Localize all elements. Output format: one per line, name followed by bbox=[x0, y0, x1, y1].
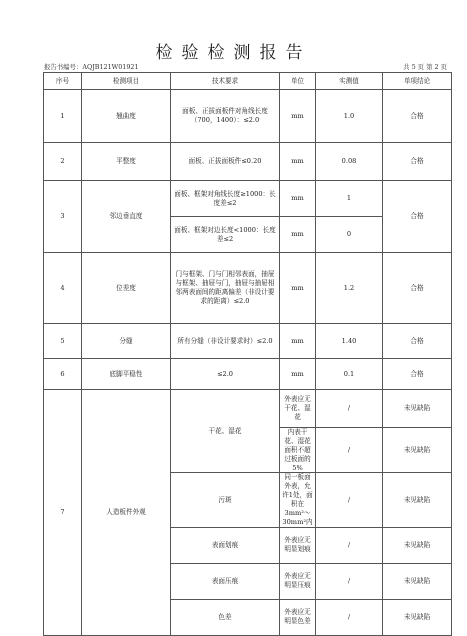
inspection-table bbox=[43, 72, 452, 636]
row-value: 未见缺陷 bbox=[383, 428, 452, 473]
sub-item-name: 干花、湿花 bbox=[171, 390, 280, 473]
row-requirement: 同一板面外表，允许1处，面积在3mm²～30mm²内 bbox=[280, 473, 316, 527]
row-result: 合格 bbox=[383, 359, 452, 390]
row-result: 合格 bbox=[383, 181, 452, 253]
row-unit: mm bbox=[280, 359, 316, 390]
row-unit: / bbox=[316, 473, 383, 527]
table-row bbox=[44, 90, 452, 143]
row-requirement: 外表应无明显划痕 bbox=[280, 527, 316, 563]
table-row bbox=[44, 143, 452, 181]
row-result: 合格 bbox=[383, 143, 452, 181]
row-unit: mm bbox=[280, 181, 316, 217]
row-unit: / bbox=[316, 428, 383, 473]
row-no: 6 bbox=[44, 359, 82, 390]
table-row bbox=[44, 253, 452, 324]
row-value: 0.1 bbox=[316, 359, 383, 390]
row-value: 未见缺陷 bbox=[383, 473, 452, 527]
row-no: 3 bbox=[44, 181, 82, 253]
row-unit: / bbox=[316, 527, 383, 563]
row-requirement: 所有分缝（非设计要求时）≤2.0 bbox=[171, 324, 280, 359]
row-result: 合格 bbox=[383, 253, 452, 324]
sub-item-name: 色差 bbox=[171, 599, 280, 635]
row-unit: mm bbox=[280, 324, 316, 359]
sub-item-name: 污斑 bbox=[171, 473, 280, 527]
row-unit: mm bbox=[280, 217, 316, 253]
row-requirement: 面板、框架对角线长度≥1000：长度差≤2 bbox=[171, 181, 280, 217]
col-header-result: 单项结论 bbox=[383, 73, 452, 90]
row-value: 1.0 bbox=[316, 90, 383, 143]
row-no: 5 bbox=[44, 324, 82, 359]
row-item: 平整度 bbox=[82, 143, 171, 181]
sub-item-name: 表面划痕 bbox=[171, 527, 280, 563]
table-row bbox=[44, 390, 452, 428]
row-item: 邻边垂直度 bbox=[82, 181, 171, 253]
page-info: 共 5 页 第 2 页 bbox=[403, 63, 447, 71]
row-requirement: 面板、框架对边长度<1000：长度差≤2 bbox=[171, 217, 280, 253]
row-no: 2 bbox=[44, 143, 82, 181]
row-requirement: 内表干花、湿花面积不超过板面的5% bbox=[280, 428, 316, 473]
row-unit: / bbox=[316, 390, 383, 428]
row-item: 人造板件外观 bbox=[82, 390, 171, 636]
row-value: 未见缺陷 bbox=[383, 527, 452, 563]
row-requirement: 门与框架、门与门相邻表面，抽屉与框架、抽屉与门，抽屉与抽屉相邻两表面间的距离偏差（非设计要求的距离）≤2.0 bbox=[171, 253, 280, 324]
sub-item-name: 表面压痕 bbox=[171, 563, 280, 599]
row-value: 1.40 bbox=[316, 324, 383, 359]
row-no: 1 bbox=[44, 90, 82, 143]
row-requirement: ≤2.0 bbox=[171, 359, 280, 390]
row-no: 4 bbox=[44, 253, 82, 324]
row-value: 未见缺陷 bbox=[383, 390, 452, 428]
row-unit: / bbox=[316, 563, 383, 599]
row-value: 未见缺陷 bbox=[383, 563, 452, 599]
row-item: 分缝 bbox=[82, 324, 171, 359]
row-requirement: 外表应无明显色差 bbox=[280, 599, 316, 635]
col-header-requirement: 技术要求 bbox=[171, 73, 280, 90]
report-title: 检验检测报告 bbox=[155, 43, 312, 63]
row-item: 翘曲度 bbox=[82, 90, 171, 143]
row-unit: mm bbox=[280, 253, 316, 324]
report-number: 报告书编号：AQJB121W01921 bbox=[44, 63, 139, 71]
col-header-no: 序号 bbox=[44, 73, 82, 90]
row-unit: mm bbox=[280, 143, 316, 181]
row-result: 合格 bbox=[383, 324, 452, 359]
row-item: 位差度 bbox=[82, 253, 171, 324]
row-value: 1.2 bbox=[316, 253, 383, 324]
row-item: 底脚平稳性 bbox=[82, 359, 171, 390]
row-requirement: 面板、正拔面板件对角线长度（700，1400）：≤2.0 bbox=[171, 90, 280, 143]
row-requirement: 外表应无干花、湿花 bbox=[280, 390, 316, 428]
table-header-row bbox=[44, 73, 452, 90]
row-value: 0.08 bbox=[316, 143, 383, 181]
row-unit: / bbox=[316, 599, 383, 635]
row-requirement: 面板、正拔面板件≤0.20 bbox=[171, 143, 280, 181]
row-value: 0 bbox=[316, 217, 383, 253]
row-value: 未见缺陷 bbox=[383, 599, 452, 635]
col-header-unit: 单位 bbox=[280, 73, 316, 90]
row-value: 1 bbox=[316, 181, 383, 217]
row-no: 7 bbox=[44, 390, 82, 636]
row-result: 合格 bbox=[383, 90, 452, 143]
table-row bbox=[44, 324, 452, 359]
col-header-value: 实测值 bbox=[316, 73, 383, 90]
row-requirement: 外表应无明显压痕 bbox=[280, 563, 316, 599]
row-unit: mm bbox=[280, 90, 316, 143]
col-header-item: 检测项目 bbox=[82, 73, 171, 90]
table-row bbox=[44, 181, 452, 217]
table-row bbox=[44, 359, 452, 390]
